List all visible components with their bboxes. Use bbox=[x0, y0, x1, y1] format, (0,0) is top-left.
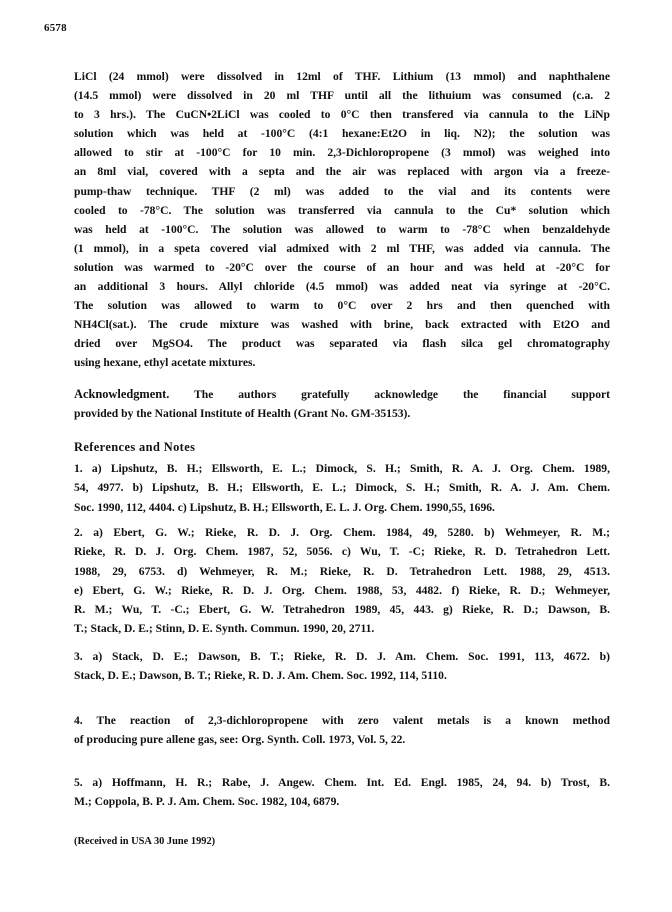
reference-2-line: 2. a) Ebert, G. W.; Rieke, R. D. J. Org. Chem. 1984, 49, 5280. b) Wehmeyer, R. M.; bbox=[74, 526, 610, 539]
reference-4 bbox=[74, 711, 610, 750]
experimental-line: an 8ml vial, covered with a septa and the air was replaced with argon via a freeze- bbox=[74, 165, 610, 179]
acknowledgment-line-1 bbox=[74, 385, 610, 404]
reference-2-line: e) Ebert, G. W.; Rieke, R. D. J. Org. Chem. 1988, 53, 4482. f) Rieke, R. D.; Wehmeyer, bbox=[74, 583, 610, 597]
reference-3-line: 3. a) Stack, D. E.; Dawson, B. T.; Rieke, R. D. J. Am. Chem. Soc. 1991, 113, 4672. b) bbox=[74, 650, 610, 663]
reference-1-line: 54, 4977. b) Lipshutz, B. H.; Ellsworth, E. L.; Dimock, S. H.; Smith, R. A. J. Am. Chem. bbox=[74, 481, 610, 495]
experimental-line: was held at -100°C. The solution was allowed to warm to -78°C when benzaldehyde bbox=[74, 222, 610, 236]
reference-4-line: of producing pure allene gas, see: Org. Synth. Coll. 1973, Vol. 5, 22. bbox=[74, 733, 406, 747]
experimental-line: (1 mmol), in a speta covered vial admixed with 2 ml THF, was added via cannula. The bbox=[74, 241, 610, 255]
experimental-line: The solution was allowed to warm to 0°C over 2 hrs and then quenched with bbox=[74, 299, 610, 313]
experimental-line: LiCl (24 mmol) were dissolved in 12ml of THF. Lithium (13 mmol) and naphthalene bbox=[74, 70, 610, 83]
references-heading: References and Notes bbox=[74, 440, 196, 454]
experimental-line: cooled to -78°C. The solution was transferred via cannula to the Cu* solution which bbox=[74, 203, 610, 217]
reference-3-line: Stack, D. E.; Dawson, B. T.; Rieke, R. D. J. Am. Chem. Soc. 1992, 114, 5110. bbox=[74, 669, 447, 683]
experimental-line: pump-thaw technique. THF (2 ml) was added to the vial and its contents were bbox=[74, 184, 610, 198]
reference-2 bbox=[74, 523, 610, 639]
experimental-paragraph bbox=[74, 67, 610, 373]
experimental-line: allowed to stir at -100°C for 10 min. 2,3-Dichloropropene (3 mmol) was weighed into bbox=[74, 146, 610, 160]
experimental-line: using hexane, ethyl acetate mixtures. bbox=[74, 356, 256, 370]
acknowledgment-text-1: The authors gratefully acknowledge the financial support bbox=[194, 388, 610, 401]
experimental-line: NH4Cl(sat.). The crude mixture was washed with brine, back extracted with Et2O and bbox=[74, 318, 610, 332]
reference-5 bbox=[74, 773, 610, 812]
acknowledgment-title: Acknowledgment. bbox=[74, 387, 170, 401]
reference-2-line: 1988, 29, 6753. d) Wehmeyer, R. M.; Rieke, R. D. Tetrahedron Lett. 1988, 29, 4513. bbox=[74, 564, 610, 578]
experimental-line: solution which was held at -100°C (4:1 hexane:Et2O in liq. N2); the solution was bbox=[74, 127, 610, 141]
reference-1-line: 1. a) Lipshutz, B. H.; Ellsworth, E. L.; Dimock, S. H.; Smith, R. A. J. Org. Chem. 1989, bbox=[74, 462, 610, 475]
reference-5-line: 5. a) Hoffmann, H. R.; Rabe, J. Angew. Chem. Int. Ed. Engl. 1985, 24, 94. b) Trost, B. bbox=[74, 776, 610, 789]
page-number: 6578 bbox=[44, 22, 67, 34]
reference-3 bbox=[74, 647, 610, 686]
reference-1-line: Soc. 1990, 112, 4404. c) Lipshutz, B. H.; Ellsworth, E. L. J. Org. Chem. 1990,55, 1696. bbox=[74, 500, 495, 514]
experimental-line: dried over MgSO4. The product was separated via flash silca gel chromatography bbox=[74, 337, 610, 351]
acknowledgment-section bbox=[74, 385, 610, 423]
experimental-line: (14.5 mmol) were dissolved in 20 ml THF until all the lithuium was consumed (c.a. 2 bbox=[74, 89, 610, 103]
reference-2-line: T.; Stack, D. E.; Stinn, D. E. Synth. Commun. 1990, 20, 2711. bbox=[74, 622, 375, 636]
experimental-line: to 3 hrs.). The CuCN•2LiCl was cooled to 0°C then transfered via cannula to the LiNp bbox=[74, 108, 610, 122]
acknowledgment-line-2: provided by the National Institute of Health (Grant No. GM-35153). bbox=[74, 407, 411, 421]
reference-4-line: 4. The reaction of 2,3-dichloropropene with zero valent metals is a known method bbox=[74, 714, 610, 727]
received-note: (Received in USA 30 June 1992) bbox=[74, 836, 216, 847]
reference-2-line: R. M.; Wu, T. -C.; Ebert, G. W. Tetrahedron 1989, 45, 443. g) Rieke, R. D.; Dawson, B. bbox=[74, 603, 610, 617]
experimental-line: solution was warmed to -20°C over the course of an hour and was held at -20°C for bbox=[74, 260, 610, 274]
reference-1 bbox=[74, 459, 610, 517]
reference-2-line: Rieke, R. D. J. Org. Chem. 1987, 52, 5056. c) Wu, T. -C; Rieke, R. D. Tetrahedron Lett. bbox=[74, 545, 610, 559]
reference-5-line: M.; Coppola, B. P. J. Am. Chem. Soc. 1982, 104, 6879. bbox=[74, 795, 340, 809]
experimental-line: an additional 3 hours. Allyl chloride (4.5 mmol) was added neat via syringe at -20°C. bbox=[74, 280, 610, 294]
